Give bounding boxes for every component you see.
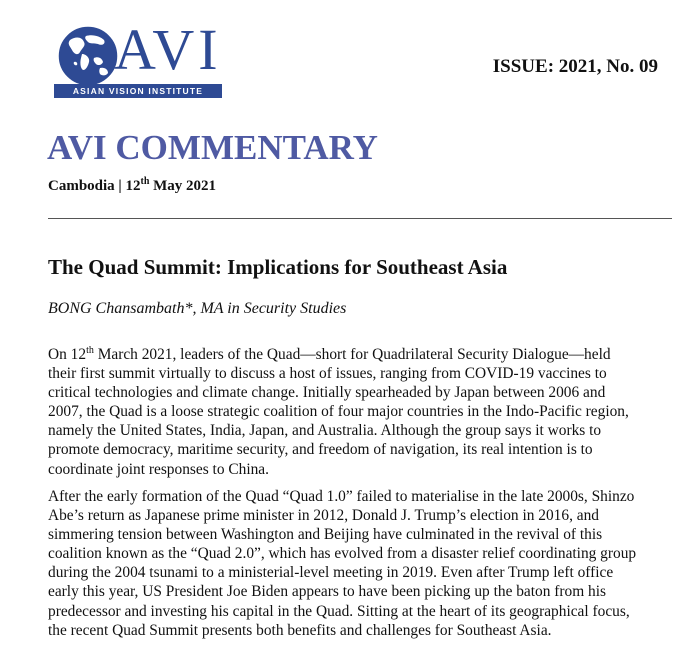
paragraph-line <box>48 345 668 364</box>
paragraph-line: coordinate joint responses to China. <box>48 460 269 478</box>
dateline-ordinal: th <box>140 176 150 187</box>
paragraph-line: early this year, US President Joe Biden appears to have been picking up the baton from his <box>48 583 607 601</box>
divider <box>48 218 672 219</box>
logo-tagline: ASIAN VISION INSTITUTE <box>54 84 222 98</box>
line-text: On 12 <box>48 346 87 363</box>
article-title: The Quad Summit: Implications for Southeast Asia <box>48 255 508 279</box>
series-title: AVI COMMENTARY <box>47 128 378 167</box>
paragraph-2 <box>48 487 668 640</box>
paragraph-line: during the 2004 tsunami to a ministerial-level meeting in 2019. Even after Trump left office <box>48 564 614 582</box>
paragraph-line: Abe’s return as Japanese prime minister in 2012, Donald J. Trump’s election in 2016, and <box>48 507 599 525</box>
dateline-date: May 2021 <box>149 178 217 194</box>
dateline-place: Cambodia | 12 <box>48 178 141 194</box>
logo-wordmark: AVI <box>114 17 222 82</box>
issue-number: ISSUE: 2021, No. 09 <box>492 56 658 77</box>
paragraph-line: coalition known as the “Quad 2.0”, which has evolved from a disaster relief coordinating group <box>48 545 637 563</box>
line-text: March 2021, leaders of the Quad—short for Quadrilateral Security Dialogue—held <box>93 346 611 363</box>
paragraph-line: their first summit virtually to discuss a host of issues, ranging from COVID-19 vaccines to <box>48 365 607 383</box>
paragraph-line: simmering tension between Washington and Beijing have culminated in the revival of this <box>48 526 603 544</box>
paragraph-line: critical technologies and climate change. Initially spearheaded by Japan between 2006 and <box>48 384 606 402</box>
paragraph-1 <box>48 345 668 479</box>
paragraph-line: After the early formation of the Quad “Quad 1.0” failed to materialise in the late 2000s, Shinzo <box>48 488 635 505</box>
paragraph-line: the recent Quad Summit presents both benefits and challenges for Southeast Asia. <box>48 621 552 639</box>
paragraph-line: namely the United States, India, Japan, and Australia. Although the group says it works to <box>48 422 602 440</box>
ordinal-suffix: th <box>86 344 94 356</box>
paragraph-line: predecessor and investing his capital in the Quad. Sitting at the heart of its geographical focus, <box>48 602 630 620</box>
dateline <box>48 176 216 195</box>
paragraph-line: 2007, the Quad is a loose strategic coalition of four major countries in the Indo-Pacific region, <box>48 403 629 421</box>
paragraph-line: promote democracy, maritime security, and freedom of navigation, its real intention is to <box>48 441 593 459</box>
globe-icon <box>56 24 120 88</box>
avi-logo <box>54 17 226 98</box>
article-author: BONG Chansambath*, MA in Security Studies <box>48 300 347 317</box>
